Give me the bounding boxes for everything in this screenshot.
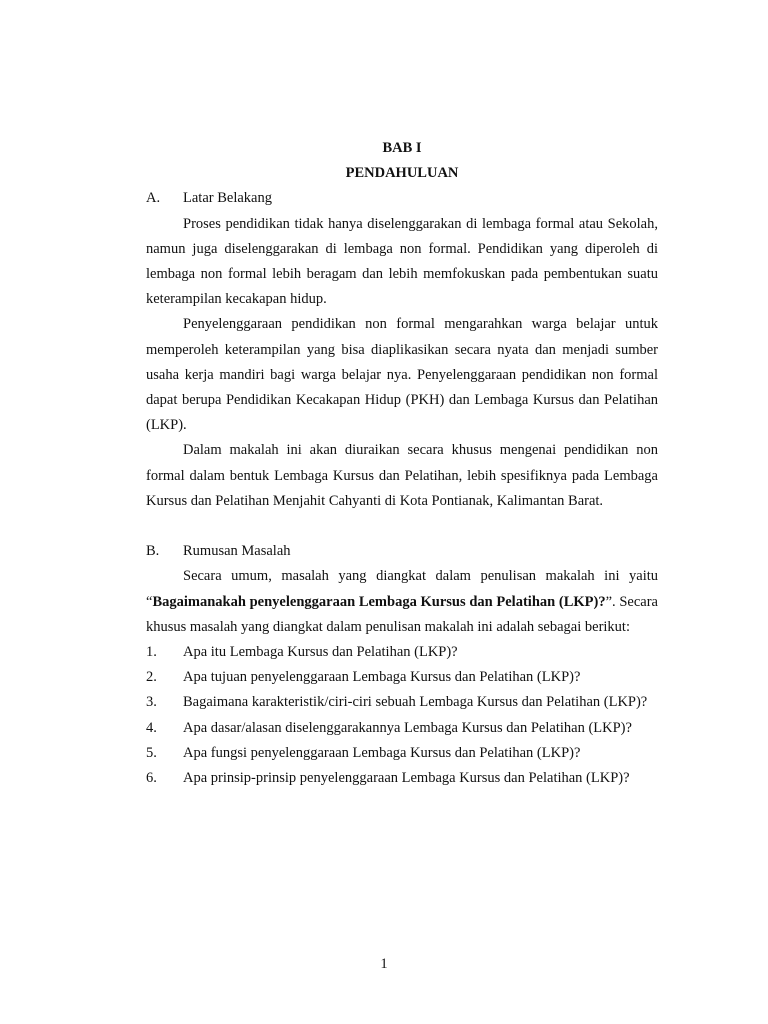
- list-item: [146, 640, 658, 665]
- section-b-title: Rumusan Masalah: [183, 543, 291, 560]
- list-item: [146, 690, 658, 715]
- section-a-title: Latar Belakang: [183, 190, 272, 207]
- question-list: [146, 640, 658, 791]
- list-number: 4.: [146, 719, 157, 736]
- list-item: [146, 766, 658, 791]
- intro-text: Secara umum, masalah yang diangkat dalam penulisan makalah ini yaitu “: [146, 568, 658, 610]
- list-item: [146, 665, 658, 690]
- chapter-heading: BAB I: [382, 140, 422, 156]
- list-item: [146, 741, 658, 766]
- list-text: Bagaimana karakteristik/ciri-ciri sebuah Lembaga Kursus dan Pelatihan (LKP)?: [183, 694, 648, 711]
- intro-text: ”. Secara khusus masalah yang diangkat dalam penulisan makalah ini adalah sebagai berikut:: [146, 593, 658, 635]
- list-item: [146, 716, 658, 741]
- paragraph: Dalam makalah ini akan diuraikan secara khusus mengenai pendidikan non formal dalam bentuk Lembaga Kursus dan Pelatihan, lebih spesifiknya pada Lembaga Kursus dan Pelatihan Menjahit Cahyanti di Kota Pontianak, Kalimantan Barat.: [146, 442, 658, 509]
- list-text: Apa fungsi penyelenggaraan Lembaga Kursus dan Pelatihan (LKP)?: [183, 744, 581, 761]
- list-text: Apa itu Lembaga Kursus dan Pelatihan (LKP)?: [183, 644, 458, 661]
- section-b-label: B.: [146, 543, 160, 560]
- page-number: 1: [380, 956, 388, 972]
- list-number: 3.: [146, 694, 157, 711]
- chapter-title: PENDAHULUAN: [345, 165, 459, 182]
- section-a-label: A.: [146, 190, 161, 207]
- list-number: 1.: [146, 644, 157, 661]
- list-text: Apa tujuan penyelenggaraan Lembaga Kursus dan Pelatihan (LKP)?: [183, 669, 581, 686]
- section-a-heading: [146, 186, 658, 211]
- paragraph-intro: [146, 564, 658, 640]
- main-question: Bagaimanakah penyelenggaraan Lembaga Kursus dan Pelatihan (LKP)?: [152, 593, 606, 610]
- page-content: [146, 136, 658, 791]
- section-b-heading: [146, 539, 658, 564]
- spacer: [146, 514, 658, 539]
- list-text: Apa prinsip-prinsip penyelenggaraan Lembaga Kursus dan Pelatihan (LKP)?: [183, 770, 630, 787]
- list-number: 5.: [146, 744, 157, 761]
- list-text: Apa dasar/alasan diselenggarakannya Lembaga Kursus dan Pelatihan (LKP)?: [183, 719, 632, 736]
- list-number: 6.: [146, 770, 157, 787]
- paragraph: Penyelenggaraan pendidikan non formal mengarahkan warga belajar untuk memperoleh keterampilan yang bisa diaplikasikan secara nyata dan menjadi sumber usaha kerja mandiri bagi warga belajar nya. Penyelenggaraan pendidikan non formal dapat berupa Pendidikan Kecakapan Hidup (PKH) dan Lembaga Kursus dan Pelatihan (LKP).: [146, 316, 658, 434]
- list-number: 2.: [146, 669, 157, 686]
- paragraph: Proses pendidikan tidak hanya diselenggarakan di lembaga formal atau Sekolah, namun juga diselenggarakan di lembaga non formal. Pendidikan yang diperoleh di lembaga non formal lebih beragam dan lebih memfokuskan pada pembentukan suatu keterampilan kecakapan hidup.: [146, 215, 658, 308]
